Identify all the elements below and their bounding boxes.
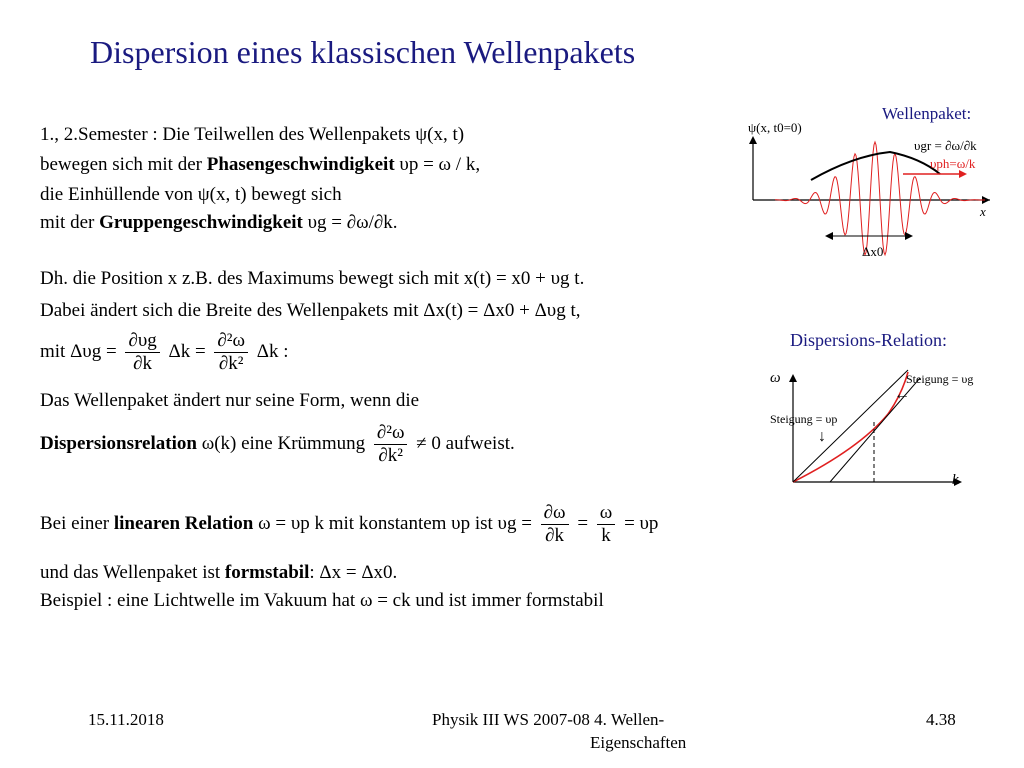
psi-axis-label: ψ(x, t0=0) <box>748 120 802 135</box>
delta-x0-label: Δx0 <box>862 244 884 259</box>
term-form-stable: formstabil <box>224 562 310 583</box>
text-line-10 <box>40 502 658 547</box>
width-arrowhead-right <box>905 232 913 240</box>
text-segment: υg = ∂ω/∂k. <box>302 212 398 233</box>
y-axis-arrow <box>749 136 757 144</box>
text-line-2 <box>40 154 480 176</box>
footer-date: 15.11.2018 <box>88 710 164 729</box>
slope-phase-label: Steigung = υp <box>770 412 838 426</box>
fraction-denominator: ∂k <box>545 525 565 546</box>
fraction-numerator: ∂²ω <box>374 422 408 445</box>
omega-axis-arrow <box>789 374 797 382</box>
fraction-dw-dk <box>541 502 569 547</box>
arrow-down-icon: ↓ <box>818 428 826 445</box>
text-line-9 <box>40 422 515 467</box>
text-line-7 <box>40 330 289 375</box>
text-segment: υp = ω / k, <box>394 154 481 175</box>
phase-velocity-label: υph=ω/k <box>930 156 976 171</box>
text-line-3: die Einhüllende von ψ(x, t) bewegt sich <box>40 184 342 205</box>
text-segment: mit Δυg = <box>40 340 117 362</box>
text-line-1: 1., 2.Semester : Die Teilwellen des Wellenpakets ψ(x, t) <box>40 124 465 145</box>
width-arrowhead-left <box>825 232 833 240</box>
term-dispersion-relation: Dispersionsrelation <box>40 432 197 454</box>
wave-packet-caption: Wellenpaket: <box>882 104 972 123</box>
text-segment: ω(k) eine Krümmung <box>196 432 366 454</box>
fraction-denominator: ∂k <box>133 353 153 374</box>
text-segment: ≠ 0 aufweist. <box>416 432 515 454</box>
omega-label: ω <box>770 370 781 386</box>
fraction-curvature <box>374 422 408 467</box>
dispersion-caption: Dispersions-Relation: <box>790 330 947 350</box>
text-segment: Δk = <box>168 340 206 362</box>
text-segment: und das Wellenpaket ist <box>40 562 225 583</box>
text-line-8: Das Wellenpaket ändert nur seine Form, wenn die <box>40 390 420 411</box>
text-segment: : Δx = Δx0. <box>309 562 398 583</box>
text-segment: = υp <box>624 512 659 534</box>
term-group-velocity: Gruppengeschwindigkeit <box>99 212 303 233</box>
x-axis-label: x <box>980 204 986 219</box>
envelope-curve <box>811 152 940 180</box>
footer-page-number: 4.38 <box>926 710 956 729</box>
text-line-5: Dh. die Position x z.B. des Maximums bewegt sich mit x(t) = x0 + υg t. <box>40 268 585 289</box>
fraction-denominator: ∂k² <box>218 353 244 374</box>
slope-group-label: Steigung = υg <box>906 372 974 386</box>
fraction-w-k <box>597 502 616 547</box>
fraction-numerator: ∂ω <box>541 502 569 525</box>
footer-course-line1: Physik III WS 2007-08 4. Wellen- <box>432 710 665 729</box>
text-segment: Δk : <box>256 340 289 362</box>
fraction-denominator: ∂k² <box>378 445 403 466</box>
fraction-numerator: ω <box>597 502 616 525</box>
text-segment: = <box>577 512 589 534</box>
text-segment: bewegen sich mit der <box>40 154 207 175</box>
text-line-11 <box>40 562 397 584</box>
text-line-6: Dabei ändert sich die Breite des Wellenpakets mit Δx(t) = Δx0 + Δυg t, <box>40 300 581 321</box>
fraction-dvg-dk <box>125 330 159 375</box>
text-line-4 <box>40 212 398 234</box>
term-phase-velocity: Phasengeschwindigkeit <box>206 154 395 175</box>
fraction-numerator: ∂²ω <box>214 330 248 353</box>
text-segment: mit der <box>40 212 100 233</box>
arrow-left-icon: ← <box>894 386 910 403</box>
slide-title: Dispersion eines klassischen Wellenpakets <box>90 34 636 70</box>
text-segment: ω = υp k mit konstantem υp ist υg = <box>253 512 532 534</box>
fraction-d2w-dk2 <box>214 330 248 375</box>
footer-course-line2: Eigenschaften <box>590 733 687 752</box>
fraction-numerator: ∂υg <box>125 330 159 353</box>
group-velocity-label: υgr = ∂ω/∂k <box>914 138 977 153</box>
fraction-denominator: k <box>601 525 611 546</box>
k-label: k <box>952 472 959 488</box>
text-segment: Bei einer <box>40 512 114 534</box>
term-linear-relation: linearen Relation <box>113 512 254 534</box>
text-line-12: Beispiel : eine Lichtwelle im Vakuum hat ω = ck und ist immer formstabil <box>40 590 604 611</box>
